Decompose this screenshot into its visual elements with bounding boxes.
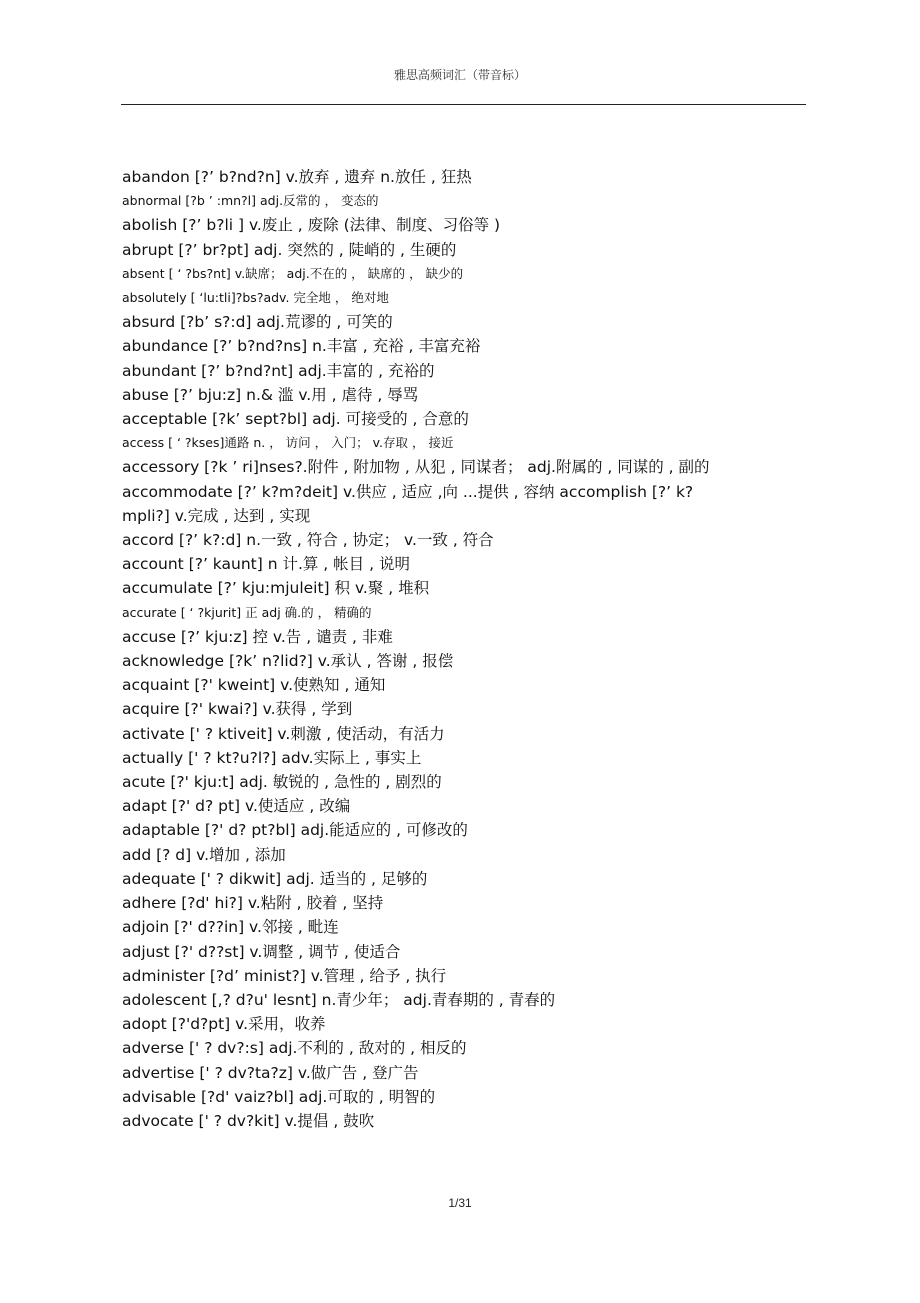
vocabulary-entry: adapt [?' d? pt] v.使适应 , 改编	[122, 797, 351, 816]
vocabulary-entry: accumulate [?’ kju:mjuleit] 积 v.聚 , 堆积	[122, 579, 430, 598]
vocabulary-entry: administer [?d’ minist?] v.管理 , 给予 , 执行	[122, 966, 447, 985]
vocabulary-entry: adopt [?'d?pt] v.采用，收养	[122, 1015, 326, 1034]
vocabulary-entry: absolutely [ ‘lu:tli]?bs?adv. 完全地 ， 绝对地	[122, 290, 389, 306]
vocabulary-entry: accuse [?’ kju:z] 控 v.告 , 谴责 , 非难	[122, 627, 393, 646]
vocabulary-entry: abolish [?’ b?li ] v.废止 , 废除 (法律、制度、习俗等 )	[122, 216, 501, 235]
vocabulary-entry: advisable [?d' vaiz?bl] adj.可取的 , 明智的	[122, 1087, 436, 1106]
vocabulary-entry: acute [?' kju:t] adj. 敏锐的 , 急性的 , 剧烈的	[122, 773, 442, 792]
vocabulary-entry: acknowledge [?k’ n?lid?] v.承认 , 答谢 , 报偿	[122, 652, 454, 671]
vocabulary-entry: accessory [?k ’ ri]nses?.附件 , 附加物 , 从犯 , 同谋者； adj.附属的 , 同谋的 , 副的 accommodate [?’ k?m?deit] v.供应 , 适应 ,向 ...提供 , 容纳 accomplish [?’ k?mpli?] v.完成 , 达到 , 实现	[122, 458, 710, 525]
vocabulary-entry: activate [' ? ktiveit] v.刺激 , 使活动，有活力	[122, 724, 445, 743]
vocabulary-entry: adolescent [,? d?u' lesnt] n.青少年； adj.青春期的 , 青春的	[122, 990, 556, 1009]
vocabulary-entry: abandon [?’ b?nd?n] v.放弃 , 遗弃 n.放任 , 狂热	[122, 168, 472, 186]
vocabulary-entry: abuse [?’ bju:z] n.& 滥 v.用 , 虐待 , 辱骂	[122, 385, 419, 404]
vocabulary-entry: access [ ‘ ?kses]通路 n. ， 访问 ， 入门； v.存取 ， 接近	[122, 435, 454, 451]
vocabulary-entry: advertise [' ? dv?ta?z] v.做广告 , 登广告	[122, 1063, 419, 1082]
vocabulary-entry: absent [ ‘ ?bs?nt] v.缺席； adj.不在的 ， 缺席的 ， 缺少的	[122, 265, 464, 281]
vocabulary-entry: add [? d] v.增加 , 添加	[122, 845, 286, 864]
vocabulary-entry: absurd [?b’ s?:d] adj.荒谬的 , 可笑的	[122, 313, 393, 332]
vocabulary-entry: adequate [' ? dikwit] adj. 适当的 , 足够的	[122, 869, 428, 888]
vocabulary-entry: adverse [' ? dv?:s] adj.不利的 , 敌对的 , 相反的	[122, 1039, 467, 1058]
vocabulary-entry: account [?’ kaunt] n 计.算 , 帐目 , 说明	[122, 555, 410, 574]
vocabulary-entry: abundance [?’ b?nd?ns] n.丰富 , 充裕 , 丰富充裕	[122, 337, 481, 356]
header-divider	[121, 104, 806, 105]
vocabulary-entry: acceptable [?k’ sept?bl] adj. 可接受的 , 合意的	[122, 410, 469, 429]
vocabulary-entry: adjust [?' d??st] v.调整 , 调节 , 使适合	[122, 942, 401, 961]
vocabulary-entry: accurate [ ‘ ?kjurit] 正 adj 确.的 ， 精确的	[122, 604, 372, 620]
vocabulary-entry: accord [?’ k?:d] n.一致 , 符合 , 协定； v.一致 , 符合	[122, 531, 494, 550]
vocabulary-entry: advocate [' ? dv?kit] v.提倡 , 鼓吹	[122, 1111, 375, 1130]
vocabulary-list	[122, 165, 722, 1133]
vocabulary-entry: abrupt [?’ br?pt] adj. 突然的 , 陡峭的 , 生硬的	[122, 240, 457, 259]
vocabulary-entry: abnormal [?b ’ :mn?l] adj.反常的 ， 变态的	[122, 193, 379, 209]
vocabulary-entry: adjoin [?' d??in] v.邻接 , 毗连	[122, 918, 339, 937]
vocabulary-entry: abundant [?’ b?nd?nt] adj.丰富的 , 充裕的	[122, 361, 435, 380]
vocabulary-entry: adhere [?d' hi?] v.粘附 , 胶着 , 坚持	[122, 894, 384, 913]
vocabulary-entry: acquire [?' kwai?] v.获得 , 学到	[122, 700, 353, 719]
vocabulary-entry: acquaint [?' kweint] v.使熟知 , 通知	[122, 676, 386, 695]
page-number: 1/31	[448, 1196, 472, 1210]
vocabulary-entry: actually [' ? kt?u?l?] adv.实际上 , 事实上	[122, 748, 422, 767]
page-header-title: 雅思高频词汇（带音标）	[393, 68, 526, 82]
vocabulary-entry: adaptable [?' d? pt?bl] adj.能适应的 , 可修改的	[122, 821, 468, 840]
